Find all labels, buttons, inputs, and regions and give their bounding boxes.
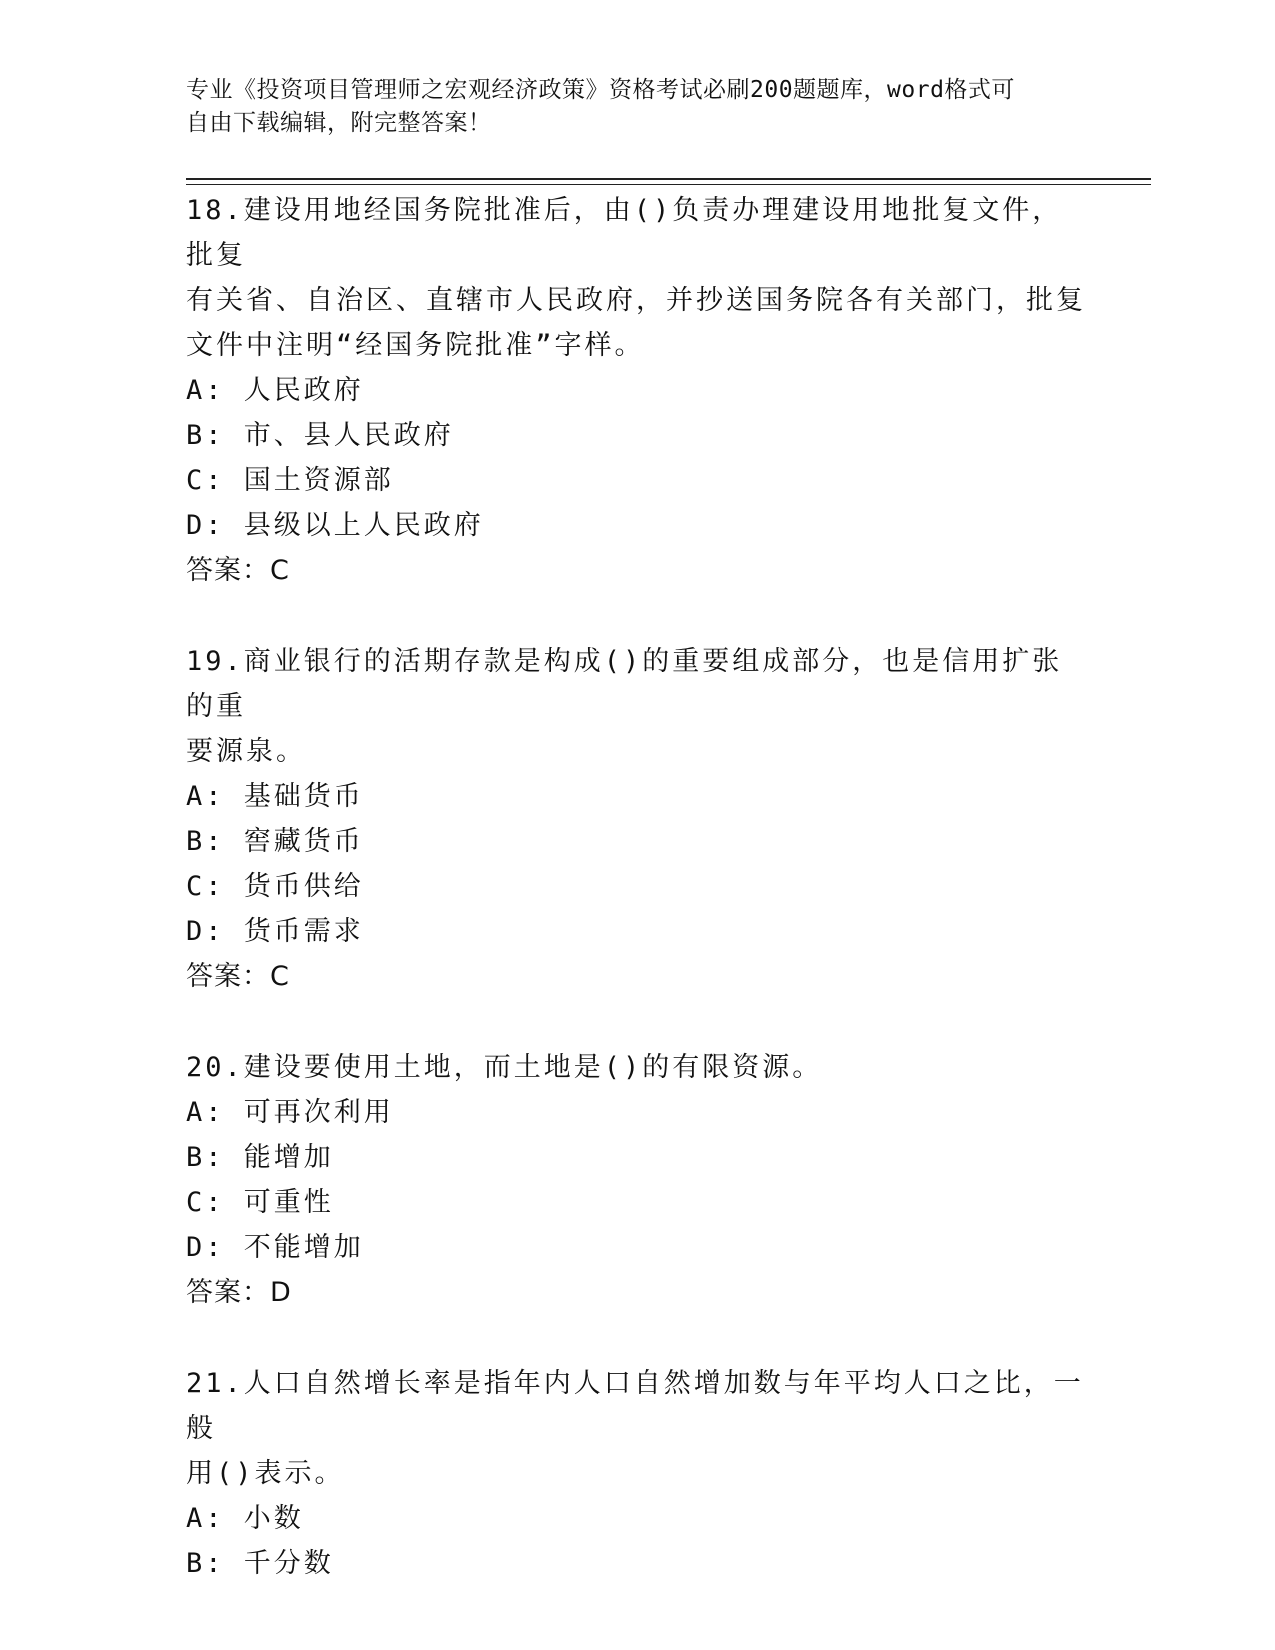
question-list — [186, 188, 1086, 1586]
option-b: B: 千分数 — [186, 1548, 334, 1579]
option-d: D: 不能增加 — [186, 1232, 364, 1263]
question-stem-line: 用()表示。 — [186, 1458, 345, 1489]
question-18 — [186, 188, 1086, 593]
spacer — [186, 1315, 1086, 1361]
option-b: B: 窖藏货币 — [186, 826, 364, 857]
option-d: D: 货币需求 — [186, 916, 364, 947]
option-c: C: 货币供给 — [186, 871, 364, 902]
question-19 — [186, 639, 1086, 999]
spacer — [186, 593, 1086, 639]
option-b: B: 市、县人民政府 — [186, 420, 454, 451]
answer: 答案：C — [186, 555, 290, 586]
option-a: A: 基础货币 — [186, 781, 364, 812]
document-header — [186, 74, 1066, 140]
header-divider — [186, 178, 1151, 185]
option-c: C: 可重性 — [186, 1187, 334, 1218]
option-b: B: 能增加 — [186, 1142, 334, 1173]
question-20 — [186, 1045, 1086, 1315]
option-c: C: 国土资源部 — [186, 465, 394, 496]
question-21 — [186, 1361, 1086, 1586]
option-d: D: 县级以上人民政府 — [186, 510, 484, 541]
option-a: A: 可再次利用 — [186, 1097, 394, 1128]
answer: 答案：C — [186, 961, 290, 992]
header-line-1: 专业《投资项目管理师之宏观经济政策》资格考试必刷200题题库，word格式可 — [186, 77, 1015, 103]
question-stem-line: 有关省、自治区、直辖市人民政府，并抄送国务院各有关部门，批复 — [186, 285, 1086, 316]
question-stem-line: 18.建设用地经国务院批准后，由()负责办理建设用地批复文件，批复 — [186, 195, 1063, 271]
question-stem-line: 21.人口自然增长率是指年内人口自然增加数与年平均人口之比，一般 — [186, 1368, 1084, 1444]
option-a: A: 小数 — [186, 1503, 304, 1534]
question-stem-line: 20.建设要使用土地，而土地是()的有限资源。 — [186, 1052, 823, 1083]
question-stem-line: 19.商业银行的活期存款是构成()的重要组成部分，也是信用扩张的重 — [186, 646, 1063, 722]
answer: 答案：D — [186, 1277, 292, 1308]
option-a: A: 人民政府 — [186, 375, 364, 406]
question-stem-line: 文件中注明“经国务院批准”字样。 — [186, 330, 645, 361]
question-stem-line: 要源泉。 — [186, 736, 306, 767]
spacer — [186, 999, 1086, 1045]
header-line-2: 自由下载编辑，附完整答案！ — [186, 110, 492, 136]
